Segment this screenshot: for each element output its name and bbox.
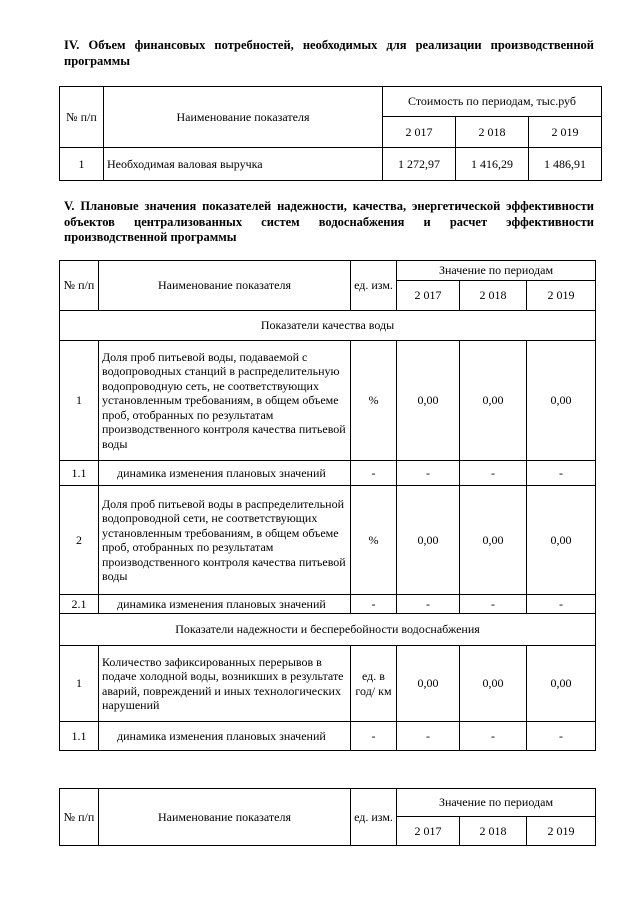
section-4-heading: IV. Объем финансовых потребностей, необходимых для реализации производственной программы (64, 38, 594, 68)
row-num: 1.1 (60, 461, 99, 486)
row-unit: - (351, 461, 397, 486)
row-value: 1 416,29 (456, 148, 529, 181)
col-header-year: 2 019 (527, 281, 596, 311)
row-unit: - (351, 595, 397, 614)
table-row (60, 595, 596, 614)
row-num: 1 (60, 148, 104, 181)
col-header-unit: ед. изм. (351, 261, 397, 311)
row-value: - (527, 595, 596, 614)
section-5-heading: V. Плановые значения показателей надежности, качества, энергетической эффективности объектов централизованных систем водоснабжения и расчет эффективности производственной программы (64, 199, 594, 244)
continuation-table (59, 788, 596, 846)
col-header-period: Значение по периодам (397, 789, 596, 817)
row-unit: - (351, 722, 397, 751)
row-value: 0,00 (527, 341, 596, 461)
row-unit: ед. в год/ км (351, 646, 397, 722)
table-row (60, 148, 602, 181)
group-title: Показатели надежности и бесперебойности водоснабжения (60, 614, 596, 646)
row-value: 1 272,97 (383, 148, 456, 181)
row-value: 0,00 (460, 341, 527, 461)
col-header-period: Значение по периодам (397, 261, 596, 281)
row-value: 0,00 (460, 646, 527, 722)
col-header-year: 2 017 (397, 817, 460, 846)
row-value: - (397, 595, 460, 614)
row-num: 1 (60, 341, 99, 461)
col-header-year: 2 017 (383, 117, 456, 148)
table-header-row (60, 789, 596, 817)
col-header-name: Наименование показателя (99, 261, 351, 311)
row-value: 0,00 (397, 486, 460, 595)
row-value: - (460, 722, 527, 751)
group-title-row (60, 311, 596, 341)
col-header-year: 2 017 (397, 281, 460, 311)
row-name: Необходимая валовая выручка (104, 148, 383, 181)
row-value: - (527, 461, 596, 486)
row-name: Количество зафиксированных перерывов в подаче холодной воды, возникших в результате аварий, повреждений и иных технологических нарушений (99, 646, 351, 722)
col-header-name: Наименование показателя (99, 789, 351, 846)
col-header-year: 2 019 (529, 117, 602, 148)
row-unit: % (351, 486, 397, 595)
group-title-row (60, 614, 596, 646)
row-value: 0,00 (397, 341, 460, 461)
row-num: 1 (60, 646, 99, 722)
row-value: 0,00 (397, 646, 460, 722)
table-row (60, 646, 596, 722)
col-header-cost: Стоимость по периодам, тыс.руб (383, 87, 602, 117)
row-name: Доля проб питьевой воды в распределительной водопроводной сети, не соответствующих установленным требованиям, в общем объеме проб, отобранных по результатам производственного контроля качества питьевой воды (99, 486, 351, 595)
row-value: 0,00 (527, 486, 596, 595)
col-header-num: № п/п (60, 261, 99, 311)
table-row (60, 461, 596, 486)
group-title: Показатели качества воды (60, 311, 596, 341)
row-name: динамика изменения плановых значений (99, 461, 351, 486)
col-header-num: № п/п (60, 87, 104, 148)
col-header-unit: ед. изм. (351, 789, 397, 846)
financial-needs-table (59, 86, 602, 181)
col-header-year: 2 018 (460, 281, 527, 311)
col-header-year: 2 018 (456, 117, 529, 148)
table-row (60, 341, 596, 461)
row-value: - (397, 722, 460, 751)
row-unit: % (351, 341, 397, 461)
row-num: 2.1 (60, 595, 99, 614)
col-header-name: Наименование показателя (104, 87, 383, 148)
col-header-num: № п/п (60, 789, 99, 846)
row-value: 0,00 (527, 646, 596, 722)
planned-indicators-table (59, 260, 596, 751)
col-header-year: 2 019 (527, 817, 596, 846)
row-value: 0,00 (460, 486, 527, 595)
table-row (60, 486, 596, 595)
table-row (60, 722, 596, 751)
row-value: - (527, 722, 596, 751)
row-value: 1 486,91 (529, 148, 602, 181)
row-value: - (460, 595, 527, 614)
row-num: 1.1 (60, 722, 99, 751)
row-name: динамика изменения плановых значений (99, 595, 351, 614)
col-header-year: 2 018 (460, 817, 527, 846)
row-num: 2 (60, 486, 99, 595)
row-value: - (397, 461, 460, 486)
row-value: - (460, 461, 527, 486)
row-name: динамика изменения плановых значений (99, 722, 351, 751)
table-header-row (60, 261, 596, 281)
row-name: Доля проб питьевой воды, подаваемой с водопроводных станций в распределительную водопроводную сеть, не соответствующих установленным требованиям, в общем объеме проб, отобранных по результатам производственного контроля качества питьевой воды (99, 341, 351, 461)
table-header-row (60, 87, 602, 117)
